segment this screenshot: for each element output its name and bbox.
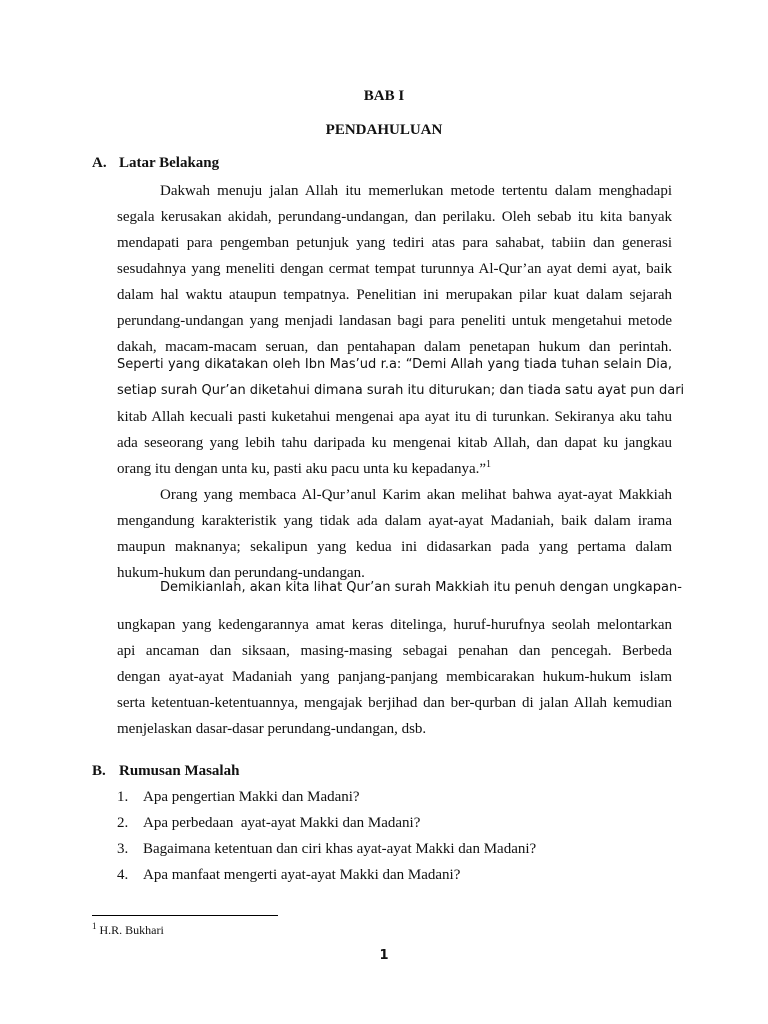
para1-last-text: orang itu dengan unta ku, pasti aku pacu unta ku kepadanya.” bbox=[117, 461, 487, 477]
footnote bbox=[92, 923, 164, 938]
para2-line: mengandung karakteristik yang tidak ada dalam ayat-ayat Madaniah, baik dalam irama bbox=[117, 513, 672, 529]
para1-line: perundang-undangan yang menjadi landasan bagi para peneliti untuk mengetahui metode bbox=[117, 313, 672, 329]
list-item-number: 1. bbox=[117, 789, 129, 805]
para1-line: dakah, macam-macam seruan, dan pentahapan dalam penetapan hukum dan perintah. bbox=[117, 339, 672, 355]
list-item-text: Apa manfaat mengerti ayat-ayat Makki dan Madani? bbox=[143, 867, 461, 883]
footnote-number: 1 bbox=[92, 921, 97, 931]
para3-line: api ancaman dan siksaan, masing-masing sebagai penahan dan pencegah. Berbeda bbox=[117, 643, 672, 659]
para1-line: sesudahnya yang meneliti dengan cermat tempat turunnya Al-Qur’an ayat demi ayat, baik bbox=[117, 261, 672, 277]
chapter-title: PENDAHULUAN bbox=[325, 122, 443, 138]
section-b-title: Rumusan Masalah bbox=[119, 763, 240, 779]
para2-line: hukum-hukum dan perundang-undangan. bbox=[117, 565, 365, 581]
para1-line: segala kerusakan akidah, perundang-undangan, dan perilaku. Oleh sebab itu kita banyak bbox=[117, 209, 672, 225]
para3-line: dengan ayat-ayat Madaniah yang panjang-panjang membicarakan hukum-hukum islam bbox=[117, 669, 672, 685]
list-item bbox=[117, 841, 536, 858]
para2-line: Orang yang membaca Al-Qur’anul Karim akan melihat bahwa ayat-ayat Makkiah bbox=[160, 487, 672, 503]
footnote-text: H.R. Bukhari bbox=[99, 923, 164, 937]
para1-line: kitab Allah kecuali pasti kuketahui mengenai apa ayat itu di turunkan. Sekiranya aku tahu bbox=[117, 409, 672, 425]
para1-quote-line: setiap surah Qur’an diketahui dimana surah itu diturukan; dan tiada satu ayat pun dari bbox=[117, 383, 685, 398]
list-item-number: 4. bbox=[117, 867, 129, 883]
page-number: 1 bbox=[379, 948, 389, 963]
section-a-title: Latar Belakang bbox=[119, 155, 220, 171]
footnote-ref: 1 bbox=[486, 459, 492, 470]
list-item-text: Apa pengertian Makki dan Madani? bbox=[143, 789, 360, 805]
para1-last-line bbox=[117, 460, 491, 478]
list-item-text: Bagaimana ketentuan dan ciri khas ayat-ayat Makki dan Madani? bbox=[143, 841, 537, 857]
list-item bbox=[117, 789, 360, 806]
para3-line: serta ketentuan-ketentuannya, mengajak berjihad dan ber-qurban di jalan Allah kemudian bbox=[117, 695, 672, 711]
para2-line: maupun maknanya; sekalipun yang kedua ini didasarkan pada yang pertama dalam bbox=[117, 539, 672, 555]
list-item-number: 2. bbox=[117, 815, 129, 831]
section-a-letter: A. bbox=[92, 155, 107, 171]
para3-line: ungkapan yang kedengarannya amat keras ditelinga, huruf-hurufnya seolah melontarkan bbox=[117, 617, 672, 633]
section-b-letter: B. bbox=[92, 763, 106, 779]
para3-line: menjelaskan dasar-dasar perundang-undangan, dsb. bbox=[117, 721, 427, 737]
para1-line: ada seseorang yang lebih tahu daripada ku mengenai kitab Allah, dan dapat ku jangkau bbox=[117, 435, 672, 451]
para1-line: dalam hal waktu ataupun tempatnya. Penelitian ini merupakan pilar kuat dalam sejarah bbox=[117, 287, 672, 303]
para1-quote-line: Seperti yang dikatakan oleh Ibn Mas’ud r.a: “Demi Allah yang tiada tuhan selain Dia, bbox=[117, 357, 672, 372]
list-item bbox=[117, 815, 420, 832]
para1-line: Dakwah menuju jalan Allah itu memerlukan metode tertentu dalam menghadapi bbox=[160, 183, 672, 199]
para3-line: Demikianlah, akan kita lihat Qur’an surah Makkiah itu penuh dengan ungkapan- bbox=[160, 580, 682, 595]
list-item-text: Apa perbedaan ayat-ayat Makki dan Madani? bbox=[143, 815, 421, 831]
list-item bbox=[117, 867, 460, 884]
footnote-divider bbox=[92, 915, 278, 916]
chapter-number: BAB I bbox=[363, 88, 405, 104]
list-item-number: 3. bbox=[117, 841, 129, 857]
para1-line: mendapati para pengemban petunjuk yang tediri atas para sahabat, tabiin dan generasi bbox=[117, 235, 672, 251]
